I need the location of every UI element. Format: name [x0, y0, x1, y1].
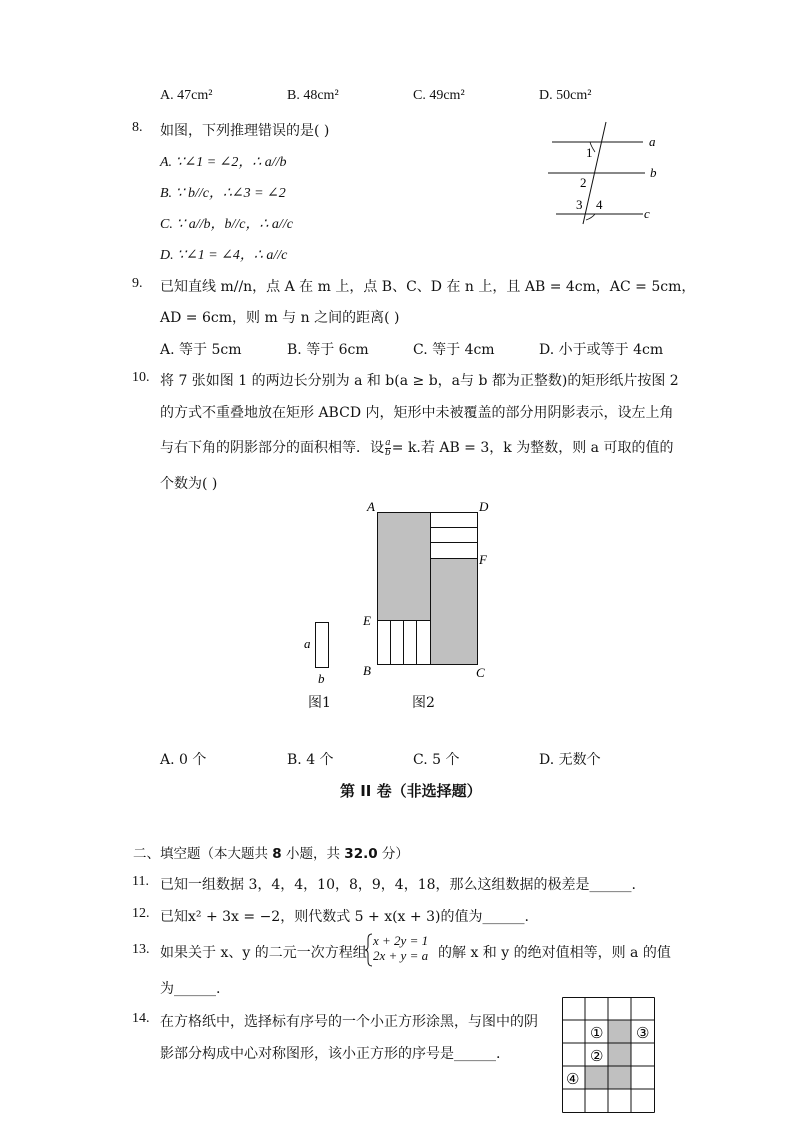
q10-line4: 个数为( ): [160, 476, 218, 492]
q7-option-b: B. 48cm²: [287, 88, 339, 103]
grid-shade-2: [608, 1043, 631, 1066]
q9-option-b: B. 等于 6cm: [287, 342, 369, 358]
section2-score: 32.0: [344, 846, 378, 862]
fig1-label-b: b: [318, 671, 325, 686]
q10-fraction: [385, 439, 391, 458]
q10-figure-2: [355, 495, 500, 685]
q10-option-b: B. 4 个: [287, 752, 334, 768]
q8-option-b: B. ∵ b//c，∴∠3 = ∠2: [160, 186, 286, 201]
fig2-label-F: F: [479, 552, 487, 567]
q13-eq2: 2x + y = a: [373, 948, 429, 963]
part2-title: 第 II 卷（非选择题）: [340, 782, 482, 800]
q10-option-a: A. 0 个: [160, 752, 207, 768]
q9-number: 9.: [132, 276, 143, 291]
section2-heading: [133, 842, 409, 862]
fig2-shade-top-left: [378, 513, 431, 621]
section2-heading-a: 二、填空题（本大题共: [133, 846, 273, 862]
q13-eq1: x + 2y = 1: [373, 933, 429, 948]
q14-line2: 影部分构成中心对称图形，该小正方形的序号是______.: [160, 1046, 501, 1062]
label-a: a: [649, 134, 656, 149]
q8-option-d: D. ∵∠1 = ∠4，∴ a//c: [160, 248, 288, 263]
q13-text-b: 的解 x 和 y 的绝对值相等，则 a 的值: [438, 945, 671, 961]
q8-parallel-lines-figure: [540, 120, 670, 230]
fig2-label-D: D: [479, 499, 489, 514]
label-b: b: [650, 165, 657, 180]
q14-line1: 在方格纸中，选择标有序号的一个小正方形涂黑，与图中的阴: [160, 1014, 538, 1030]
q10-fig2-caption: 图2: [412, 695, 435, 711]
q10-frac-denominator: b: [385, 447, 391, 458]
section2-count: 8: [272, 846, 282, 862]
fig2-shade-bottom-right: [431, 559, 478, 665]
q13-line2: 为______.: [160, 981, 221, 997]
q10-fig1-caption: 图1: [308, 695, 331, 711]
fig2-label-A: A: [367, 499, 375, 514]
fig1-label-a: a: [304, 636, 311, 651]
q10-line3-part1: 与右下角的阴影部分的面积相等．设: [160, 440, 384, 456]
section2-heading-c: 小题，共: [281, 846, 345, 862]
q11-text: 已知一组数据 3，4，4，10，8，9，4，18，那么这组数据的极差是______.: [160, 877, 636, 893]
q9-line1: 已知直线 m//n，点 A 在 m 上，点 B、C、D 在 n 上，且 AB = 4cm，AC = 5cm，: [160, 279, 696, 295]
q12-number: 12.: [132, 906, 150, 921]
angle-label-3: 3: [576, 197, 583, 212]
label-c: c: [644, 206, 650, 221]
q13-text-a: 如果关于 x、y 的二元一次方程组: [160, 945, 367, 961]
q8-option-c: C. ∵ a//b，b//c，∴ a//c: [160, 217, 293, 232]
q9-option-d: D. 小于或等于 4cm: [539, 342, 664, 358]
q10-option-c: C. 5 个: [413, 752, 460, 768]
fig2-label-C: C: [476, 665, 485, 680]
angle-label-1: 1: [586, 145, 593, 160]
grid-lines: [563, 998, 655, 1113]
grid-shade-1: [608, 1020, 631, 1043]
q9-line2: AD = 6cm，则 m 与 n 之间的距离( ): [160, 310, 400, 326]
q8-stem: 如图，下列推理错误的是( ): [160, 123, 330, 139]
fig2-label-E: E: [363, 613, 371, 628]
grid-mark-4: ④: [566, 1072, 580, 1088]
q9-option-a: A. 等于 5cm: [160, 342, 242, 358]
q10-line1: 将 7 张如图 1 的两边长分别为 a 和 b(a ≥ b，a与 b 都为正整数)的矩形纸片按图 2: [160, 373, 679, 389]
fig2-label-B: B: [363, 663, 371, 678]
angle-label-4: 4: [596, 197, 603, 212]
grid-mark-1: ①: [590, 1026, 604, 1042]
angle-label-2: 2: [580, 175, 587, 190]
grid-mark-3: ③: [636, 1026, 650, 1042]
q8-option-a: A. ∵∠1 = ∠2，∴ a//b: [160, 155, 287, 170]
q9-option-c: C. 等于 4cm: [413, 342, 495, 358]
q14-grid-figure: [560, 996, 658, 1116]
q10-line3-part2: = k.若 AB = 3，k 为整数，则 a 可取的值的: [391, 440, 674, 456]
q10-figure-1: [300, 615, 340, 687]
q10-line2: 的方式不重叠地放在矩形 ABCD 内，矩形中未被覆盖的部分用阴影表示，设左上角: [160, 405, 674, 421]
q10-number: 10.: [132, 370, 150, 385]
q14-number: 14.: [132, 1011, 150, 1026]
fig1-rectangle: [316, 623, 329, 668]
q12-text-a: 已知x² + 3x = −2，则代数式 5 + x(x + 3)的值为: [160, 909, 483, 925]
q12-blank: ______.: [482, 909, 529, 925]
q8-number: 8.: [132, 120, 143, 135]
q7-option-c: C. 49cm²: [413, 88, 465, 103]
q7-option-d: D. 50cm²: [539, 88, 592, 103]
q7-option-a: A. 47cm²: [160, 88, 213, 103]
q13-number: 13.: [132, 942, 150, 957]
section2-heading-e: 分）: [377, 846, 409, 862]
q11-number: 11.: [132, 874, 149, 889]
angle-4-arc: [586, 214, 595, 220]
q13-equation-system: [373, 933, 428, 963]
q10-line3: [160, 437, 673, 458]
q10-frac-numerator: a: [385, 437, 391, 448]
q12-text: [160, 906, 529, 926]
grid-mark-2: ②: [590, 1049, 604, 1065]
q10-option-d: D. 无数个: [539, 752, 601, 768]
